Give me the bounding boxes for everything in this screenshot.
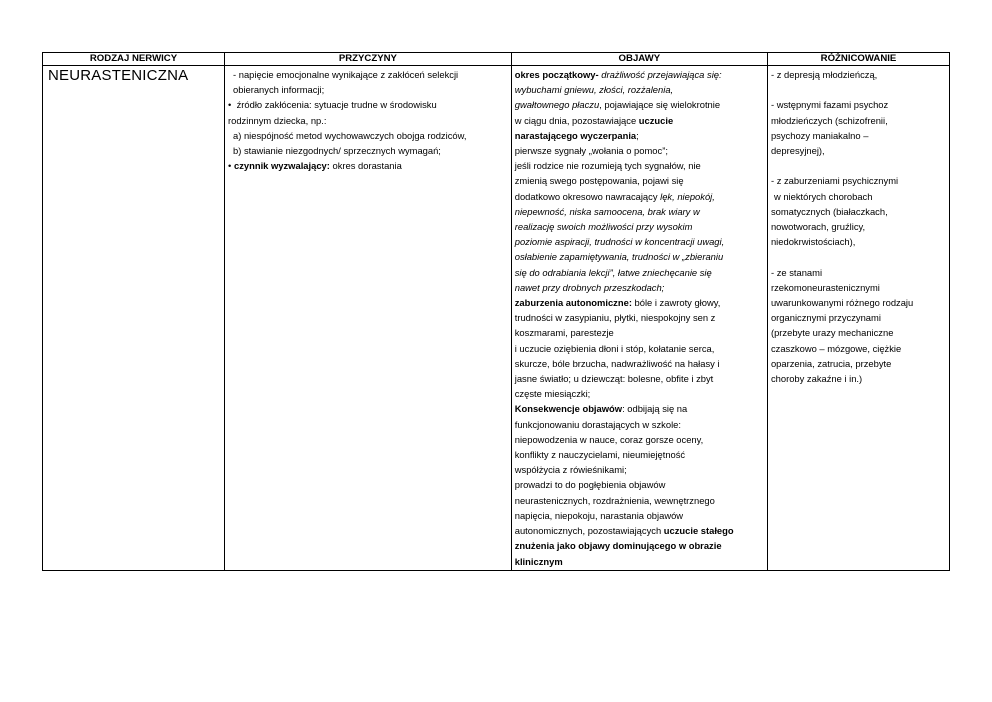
cause-line [228, 128, 508, 143]
header-differentiation: RÓŻNICOWANIE [767, 53, 949, 66]
symptoms-list [515, 67, 764, 569]
differentiation-line: uwarunkowanymi różnego rodzaju [770, 297, 914, 308]
differentiation-line: psychozy maniakalno – [770, 129, 869, 141]
symptom-line [515, 82, 764, 97]
symptom-line [515, 219, 764, 234]
symptom-line [515, 493, 764, 508]
header-causes: PRZYCZYNY [225, 53, 512, 66]
bullet-icon: • [228, 160, 232, 172]
text-run: czynnik wyzwalający: [234, 160, 330, 172]
symptom-line [515, 204, 764, 219]
symptom-line [515, 447, 764, 462]
text-run: skurcze, bóle brzucha, nadwrażliwość na hałasy i [514, 357, 720, 369]
text-run: prowadzi to do pogłębienia objawów [514, 479, 666, 491]
symptom-line [515, 538, 764, 553]
text-run: niepowodzenia w nauce, coraz gorsze oceny, [514, 433, 704, 445]
text-run: uczucie [638, 114, 674, 126]
text-run: niepewność, niska samoocena, brak wiary w [514, 205, 700, 217]
differentiation-line: w niektórych chorobach [773, 190, 873, 202]
header-neurosis-type: RODZAJ NERWICY [43, 53, 225, 66]
text-run: jasne światło; u dziewcząt: bolesne, obfite i zbyt [514, 373, 714, 385]
symptom-line [515, 234, 764, 249]
text-run: a) niespójność metod wychowawczych obojga rodziców, [233, 129, 467, 141]
differentiation-line: czaszkowo – mózgowe, ciężkie [770, 342, 902, 354]
text-run: realizację swoich możliwości przy wysokim [514, 221, 693, 233]
symptom-line [515, 173, 764, 188]
spacer [771, 158, 946, 173]
symptom-line [515, 356, 764, 371]
text-run: osłabienie zapamiętywania, trudności w „zbieraniu [514, 251, 724, 263]
differentiation-line: depresyjnej), [770, 145, 825, 156]
text-run: , pojawiające się wielokrotnie [599, 99, 721, 111]
text-run: pierwsze sygnały „wołania o pomoc”; [514, 145, 668, 157]
symptom-line [515, 325, 764, 340]
text-run: trudności w zasypianiu, płytki, niespokojny sen z [514, 312, 716, 324]
text-run: drażliwość przejawiająca się: [598, 69, 722, 80]
symptom-line [515, 310, 764, 325]
text-run: b) stawianie niezgodnych/ sprzecznych wymagań; [233, 145, 441, 157]
header-row [43, 53, 950, 66]
bullet-icon: • [228, 99, 232, 111]
spacer [771, 82, 946, 97]
differentiation-line: rzekomoneurastenicznymi [770, 281, 880, 293]
symptom-line [515, 462, 764, 477]
differentiation-line: oparzenia, zatrucia, przebyte [770, 357, 892, 369]
text-run: jeśli rodzice nie rozumieją tych sygnałów, nie [514, 160, 701, 172]
causes-list [228, 67, 508, 173]
cause-line [228, 82, 508, 97]
symptom-line [515, 158, 764, 173]
cause-line [228, 67, 508, 82]
symptom-line [515, 249, 764, 264]
text-run: zmienią swego postępowania, pojawi się [514, 175, 684, 187]
differentiation-line: młodzieńczych (schizofrenii, [770, 114, 888, 126]
symptom-line [515, 67, 764, 82]
text-run: dodatkowo okresowo nawracający [514, 190, 661, 202]
text-run: w ciągu dnia, pozostawiające [514, 114, 639, 126]
text-run: gwałtownego płaczu [514, 99, 600, 111]
header-symptoms: OBJAWY [511, 53, 767, 66]
text-run: Konsekwencje objawów [514, 403, 623, 415]
symptom-line [515, 432, 764, 447]
neurosis-table [42, 52, 950, 571]
text-run: bóle i zawroty głowy, [631, 297, 721, 309]
symptom-line [515, 508, 764, 523]
text-run: narastającego wyczerpania [514, 129, 637, 141]
text-run: uczucie stałego [663, 525, 734, 537]
differentiation-line: - z zaburzeniami psychicznymi [770, 175, 899, 187]
symptom-line [515, 477, 764, 492]
text-run: konflikty z nauczycielami, nieumiejętność [514, 449, 686, 461]
differentiation-line: - z depresją młodzieńczą, [770, 69, 878, 80]
text-run: neurastenicznych, rozdrażnienia, wewnętrznego [514, 494, 715, 506]
text-run: znużenia jako objawy dominującego w obrazie [514, 540, 722, 552]
cell-symptoms [511, 66, 767, 571]
text-run: wybuchami gniewu, złości, rozżalenia, [514, 84, 674, 96]
differentiation-line: (przebyte urazy mechaniczne [770, 327, 894, 339]
text-run: częste miesiączki; [514, 388, 591, 400]
text-run: napięcia, niepokoju, narastania objawów [514, 509, 684, 521]
cell-causes [225, 66, 512, 571]
text-run: rodzinnym dziecka, np.: [228, 114, 327, 126]
differentiation-line: niedokrwistościach), [770, 236, 856, 248]
symptom-line [515, 280, 764, 295]
symptom-line [515, 97, 764, 112]
text-run: funkcjonowaniu dorastających w szkole: [514, 418, 681, 430]
cause-line [228, 143, 508, 158]
text-run: klinicznym [514, 555, 563, 567]
text-run: okres dorastania [329, 160, 402, 172]
cause-line [228, 113, 508, 128]
text-run: poziomie aspiracji, trudności w koncentracji uwagi, [514, 236, 725, 248]
symptom-line [515, 265, 764, 280]
symptom-line [515, 371, 764, 386]
symptom-line [515, 554, 764, 569]
differentiation-line: choroby zakaźne i in.) [770, 373, 863, 385]
differentiation-line: - ze stanami [770, 266, 823, 278]
symptom-line [515, 113, 764, 128]
symptom-line [515, 417, 764, 432]
symptom-line [515, 128, 764, 143]
text-run: okres początkowy- [514, 69, 599, 80]
differentiation-line: - wstępnymi fazami psychoz [770, 99, 889, 111]
text-run: nawet przy drobnych przeszkodach; [514, 281, 665, 293]
symptom-line [515, 523, 764, 538]
differentiation-line: nowotworach, gruźlicy, [770, 221, 866, 232]
text-run: i uczucie oziębienia dłoni i stóp, kołatanie serca, [514, 342, 715, 354]
text-run: - napięcie emocjonalne wynikające z zakłóceń selekcji [233, 69, 459, 80]
differentiation-line: somatycznych (białaczkach, [770, 205, 888, 217]
text-run: lęk, niepokój, [660, 190, 715, 202]
differentiation-line: organicznymi przyczynami [770, 312, 881, 324]
symptom-line [515, 143, 764, 158]
text-run: autonomicznych, pozostawiających [514, 525, 664, 537]
text-run: zaburzenia autonomiczne: [514, 297, 632, 309]
symptom-line [515, 295, 764, 310]
spacer [771, 249, 946, 264]
symptom-line [515, 401, 764, 416]
table-row [43, 66, 950, 571]
text-run: źródło zakłócenia: sytuacje trudne w środowisku [234, 99, 437, 111]
text-run: ; [636, 129, 639, 141]
text-run: współżycia z rówieśnikami; [514, 464, 627, 476]
text-run: : odbijają się na [622, 403, 688, 415]
cell-neurosis-type [43, 66, 225, 571]
symptom-line [515, 341, 764, 356]
text-run: koszmarami, parestezje [514, 327, 614, 339]
symptom-line [515, 189, 764, 204]
text-run: obieranych informacji; [233, 84, 325, 96]
cause-line [228, 97, 508, 112]
cause-line [228, 158, 508, 173]
differentiation-list [771, 67, 946, 386]
neurosis-type-name: NEURASTENICZNA [48, 67, 189, 84]
text-run: się do odrabiania lekcji”, łatwe zniechęcanie się [514, 266, 712, 278]
cell-differentiation [767, 66, 949, 571]
symptom-line [515, 386, 764, 401]
